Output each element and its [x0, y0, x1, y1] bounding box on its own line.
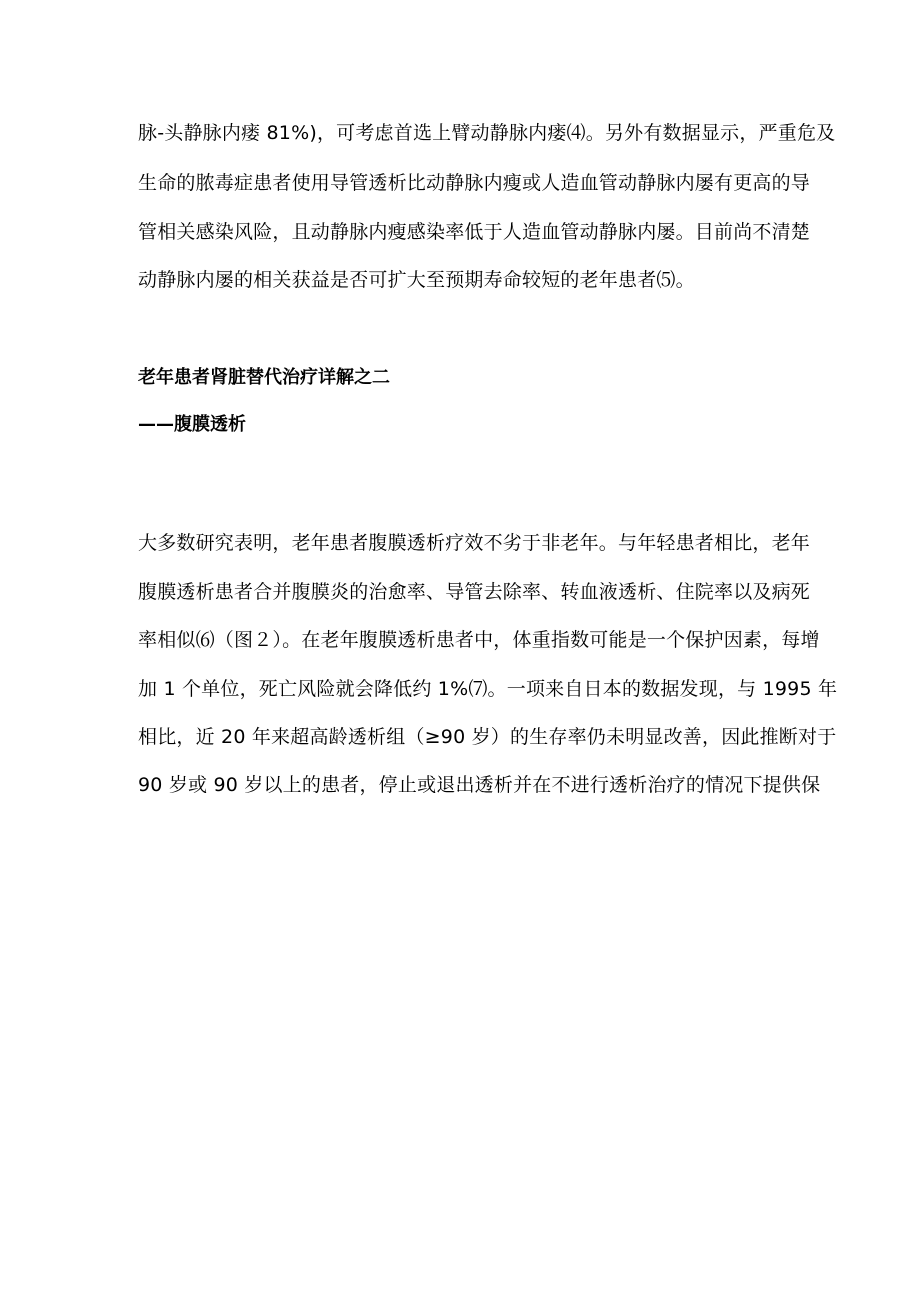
paragraph-1-line-1: 脉-头静脉内瘘 81%)，可考虑首选上臂动静脉内瘘⑷。另外有数据显示，严重危及	[138, 122, 836, 144]
paragraph-2-line-5: 相比，近 20 年来超高龄透析组（≥90 岁）的生存率仍未明显改善，因此推断对于	[138, 726, 837, 748]
section-title: 老年患者肾脏替代治疗详解之二	[138, 367, 390, 388]
paragraph-1-line-3: 管相关感染风险，且动静脉内瘦感染率低于人造血管动静脉内屡。目前尚不清楚	[138, 221, 811, 243]
paragraph-2-line-1: 大多数研究表明，老年患者腹膜透析疗效不劣于非老年。与年轻患者相比，老年	[138, 532, 811, 554]
paragraph-1-line-2: 生命的脓毒症患者使用导管透析比动静脉内瘦或人造血管动静脉内屡有更高的导	[138, 172, 811, 194]
paragraph-2-line-3: 率相似⑹（图２）。在老年腹膜透析患者中，体重指数可能是一个保护因素，每增	[138, 629, 820, 651]
paragraph-2-line-2: 腹膜透析患者合并腹膜炎的治愈率、导管去除率、转血液透析、住院率以及病死	[138, 581, 811, 603]
paragraph-1-line-4: 动静脉内屡的相关获益是否可扩大至预期寿命较短的老年患者⑸。	[138, 269, 695, 291]
section-subtitle: ——腹膜透析	[138, 414, 246, 435]
paragraph-2-line-4: 加 1 个单位，死亡风险就会降低约 1%⑺。一项来自日本的数据发现，与 1995 年	[138, 678, 838, 700]
paragraph-2-line-6: 90 岁或 90 岁以上的患者，停止或退出透析并在不进行透析治疗的情况下提供保	[138, 774, 821, 796]
